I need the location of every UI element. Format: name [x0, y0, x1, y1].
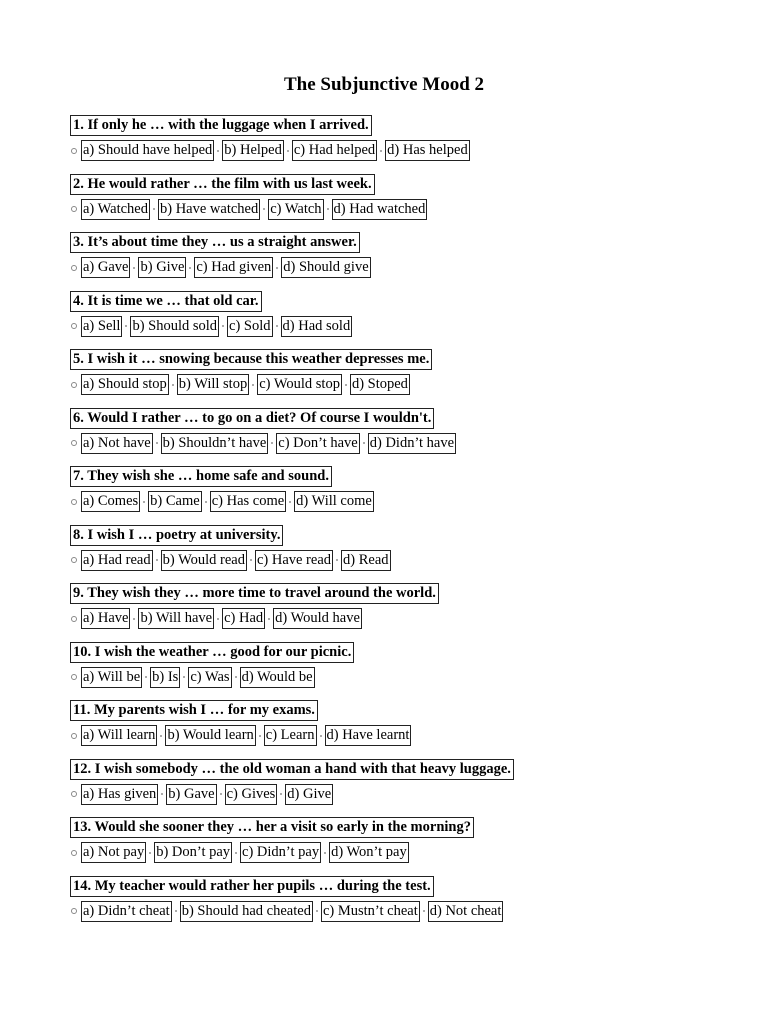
- page-title: The Subjunctive Mood 2: [283, 74, 485, 95]
- options-row: [70, 491, 374, 512]
- option-separator: [160, 735, 162, 737]
- question-block: [70, 291, 750, 350]
- answer-option[interactable]: b) Would read: [161, 550, 247, 571]
- options-row: [70, 667, 315, 688]
- option-separator: [189, 267, 191, 269]
- options-row: [70, 433, 456, 454]
- answer-option[interactable]: a) Didn’t cheat: [81, 901, 172, 922]
- question-block: [70, 583, 750, 642]
- bullet-icon: [71, 616, 77, 622]
- option-separator: [217, 150, 219, 152]
- option-separator: [149, 852, 151, 854]
- option-separator: [235, 676, 237, 678]
- option-separator: [156, 559, 158, 561]
- option-separator: [222, 325, 224, 327]
- answer-option[interactable]: c) Would stop: [257, 374, 342, 395]
- question-text: 1. If only he … with the luggage when I arrived.: [70, 115, 372, 136]
- answer-option[interactable]: b) Would learn: [165, 725, 255, 746]
- question-block: [70, 525, 750, 584]
- option-separator: [380, 150, 382, 152]
- answer-option[interactable]: c) Don’t have: [276, 433, 359, 454]
- answer-option[interactable]: d) Won’t pay: [329, 842, 409, 863]
- bullet-icon: [71, 733, 77, 739]
- bullet-icon: [71, 265, 77, 271]
- answer-option[interactable]: c) Didn’t pay: [240, 842, 321, 863]
- answer-option[interactable]: a) Will learn: [81, 725, 157, 746]
- question-text: 14. My teacher would rather her pupils … during the test.: [70, 876, 434, 897]
- answer-option[interactable]: b) Don’t pay: [154, 842, 232, 863]
- answer-option[interactable]: c) Sold: [227, 316, 272, 337]
- question-block: [70, 642, 750, 701]
- question-text: 2. He would rather … the film with us last week.: [70, 174, 375, 195]
- answer-option[interactable]: c) Had given: [194, 257, 273, 278]
- bullet-icon: [71, 674, 77, 680]
- bullet-icon: [71, 791, 77, 797]
- bullet-icon: [71, 323, 77, 329]
- option-separator: [423, 910, 425, 912]
- options-row: [70, 257, 371, 278]
- option-separator: [145, 676, 147, 678]
- question-text: 4. It is time we … that old car.: [70, 291, 262, 312]
- option-separator: [276, 267, 278, 269]
- question-block: [70, 232, 750, 291]
- bullet-icon: [71, 557, 77, 563]
- question-block: [70, 115, 750, 174]
- option-separator: [276, 325, 278, 327]
- option-separator: [252, 384, 254, 386]
- question-text: 7. They wish she … home safe and sound.: [70, 466, 332, 487]
- answer-option[interactable]: c) Mustn’t cheat: [321, 901, 420, 922]
- answer-option[interactable]: a) Will be: [81, 667, 142, 688]
- answer-option[interactable]: d) Would have: [273, 608, 362, 629]
- answer-option[interactable]: b) Came: [148, 491, 202, 512]
- question-text: 3. It’s about time they … us a straight answer.: [70, 232, 360, 253]
- answer-option[interactable]: d) Not cheat: [428, 901, 504, 922]
- options-row: [70, 842, 409, 863]
- option-separator: [324, 852, 326, 854]
- question-block: [70, 408, 750, 467]
- option-separator: [143, 501, 145, 503]
- bullet-icon: [71, 908, 77, 914]
- answer-option[interactable]: a) Has given: [81, 784, 158, 805]
- bullet-icon: [71, 382, 77, 388]
- bullet-icon: [71, 206, 77, 212]
- options-row: [70, 550, 391, 571]
- answer-option[interactable]: d) Has helped: [385, 140, 470, 161]
- options-row: [70, 316, 352, 337]
- option-separator: [153, 208, 155, 210]
- answer-option[interactable]: a) Watched: [81, 199, 150, 220]
- answer-option[interactable]: d) Give: [285, 784, 333, 805]
- answer-option[interactable]: d) Read: [341, 550, 391, 571]
- answer-option[interactable]: c) Had helped: [292, 140, 377, 161]
- option-separator: [220, 793, 222, 795]
- question-block: [70, 174, 750, 233]
- options-row: [70, 725, 411, 746]
- option-separator: [250, 559, 252, 561]
- bullet-icon: [71, 499, 77, 505]
- answer-option[interactable]: d) Have learnt: [325, 725, 412, 746]
- question-text: 10. I wish the weather … good for our picnic.: [70, 642, 354, 663]
- option-separator: [263, 208, 265, 210]
- answer-option[interactable]: a) Have: [81, 608, 130, 629]
- question-text: 6. Would I rather … to go on a diet? Of course I wouldn't.: [70, 408, 434, 429]
- bullet-icon: [71, 850, 77, 856]
- answer-option[interactable]: a) Had read: [81, 550, 153, 571]
- answer-option[interactable]: c) Watch: [268, 199, 323, 220]
- answer-option[interactable]: b) Shouldn’t have: [161, 433, 269, 454]
- answer-option[interactable]: d) Had sold: [281, 316, 353, 337]
- bullet-icon: [71, 440, 77, 446]
- question-text: 12. I wish somebody … the old woman a hand with that heavy luggage.: [70, 759, 514, 780]
- answer-option[interactable]: d) Will come: [294, 491, 374, 512]
- options-row: [70, 784, 333, 805]
- question-text: 5. I wish it … snowing because this weather depresses me.: [70, 349, 432, 370]
- answer-option[interactable]: c) Had: [222, 608, 265, 629]
- answer-option[interactable]: d) Had watched: [332, 199, 428, 220]
- answer-option[interactable]: a) Comes: [81, 491, 140, 512]
- question-list: [70, 115, 750, 934]
- option-separator: [320, 735, 322, 737]
- question-text: 11. My parents wish I … for my exams.: [70, 700, 318, 721]
- question-block: [70, 759, 750, 818]
- answer-option[interactable]: c) Gives: [225, 784, 278, 805]
- option-separator: [175, 910, 177, 912]
- option-separator: [125, 325, 127, 327]
- answer-option[interactable]: c) Has come: [210, 491, 286, 512]
- answer-option[interactable]: a) Gave: [81, 257, 130, 278]
- question-text: 9. They wish they … more time to travel around the world.: [70, 583, 439, 604]
- question-block: [70, 817, 750, 876]
- options-row: [70, 901, 503, 922]
- answer-option[interactable]: b) Gave: [166, 784, 216, 805]
- answer-option[interactable]: c) Learn: [264, 725, 317, 746]
- question-block: [70, 700, 750, 759]
- option-separator: [133, 618, 135, 620]
- option-separator: [363, 442, 365, 444]
- answer-option[interactable]: b) Is: [150, 667, 180, 688]
- option-separator: [336, 559, 338, 561]
- question-text: 13. Would she sooner they … her a visit so early in the morning?: [70, 817, 474, 838]
- question-block: [70, 466, 750, 525]
- option-separator: [316, 910, 318, 912]
- answer-option[interactable]: b) Should had cheated: [180, 901, 313, 922]
- options-row: [70, 140, 470, 161]
- answer-option[interactable]: c) Have read: [255, 550, 333, 571]
- option-separator: [205, 501, 207, 503]
- option-separator: [345, 384, 347, 386]
- answer-option[interactable]: b) Have watched: [158, 199, 260, 220]
- option-separator: [161, 793, 163, 795]
- answer-option[interactable]: a) Not pay: [81, 842, 146, 863]
- option-separator: [271, 442, 273, 444]
- answer-option[interactable]: a) Should stop: [81, 374, 169, 395]
- answer-option[interactable]: a) Sell: [81, 316, 122, 337]
- option-separator: [280, 793, 282, 795]
- answer-option[interactable]: b) Helped: [222, 140, 284, 161]
- question-block: [70, 349, 750, 408]
- option-separator: [183, 676, 185, 678]
- answer-option[interactable]: c) Was: [188, 667, 231, 688]
- answer-option[interactable]: b) Give: [138, 257, 186, 278]
- option-separator: [156, 442, 158, 444]
- option-separator: [259, 735, 261, 737]
- option-separator: [268, 618, 270, 620]
- answer-option[interactable]: d) Would be: [240, 667, 315, 688]
- answer-option[interactable]: a) Not have: [81, 433, 153, 454]
- question-block: [70, 876, 750, 935]
- answer-option[interactable]: d) Didn’t have: [368, 433, 456, 454]
- answer-option[interactable]: b) Should sold: [130, 316, 219, 337]
- option-separator: [217, 618, 219, 620]
- option-separator: [235, 852, 237, 854]
- option-separator: [327, 208, 329, 210]
- answer-option[interactable]: b) Will stop: [177, 374, 249, 395]
- question-text: 8. I wish I … poetry at university.: [70, 525, 283, 546]
- answer-option[interactable]: d) Should give: [281, 257, 370, 278]
- option-separator: [289, 501, 291, 503]
- bullet-icon: [71, 148, 77, 154]
- option-separator: [172, 384, 174, 386]
- option-separator: [133, 267, 135, 269]
- options-row: [70, 374, 410, 395]
- answer-option[interactable]: b) Will have: [138, 608, 214, 629]
- options-row: [70, 608, 362, 629]
- answer-option[interactable]: d) Stoped: [350, 374, 410, 395]
- options-row: [70, 199, 427, 220]
- option-separator: [287, 150, 289, 152]
- answer-option[interactable]: a) Should have helped: [81, 140, 214, 161]
